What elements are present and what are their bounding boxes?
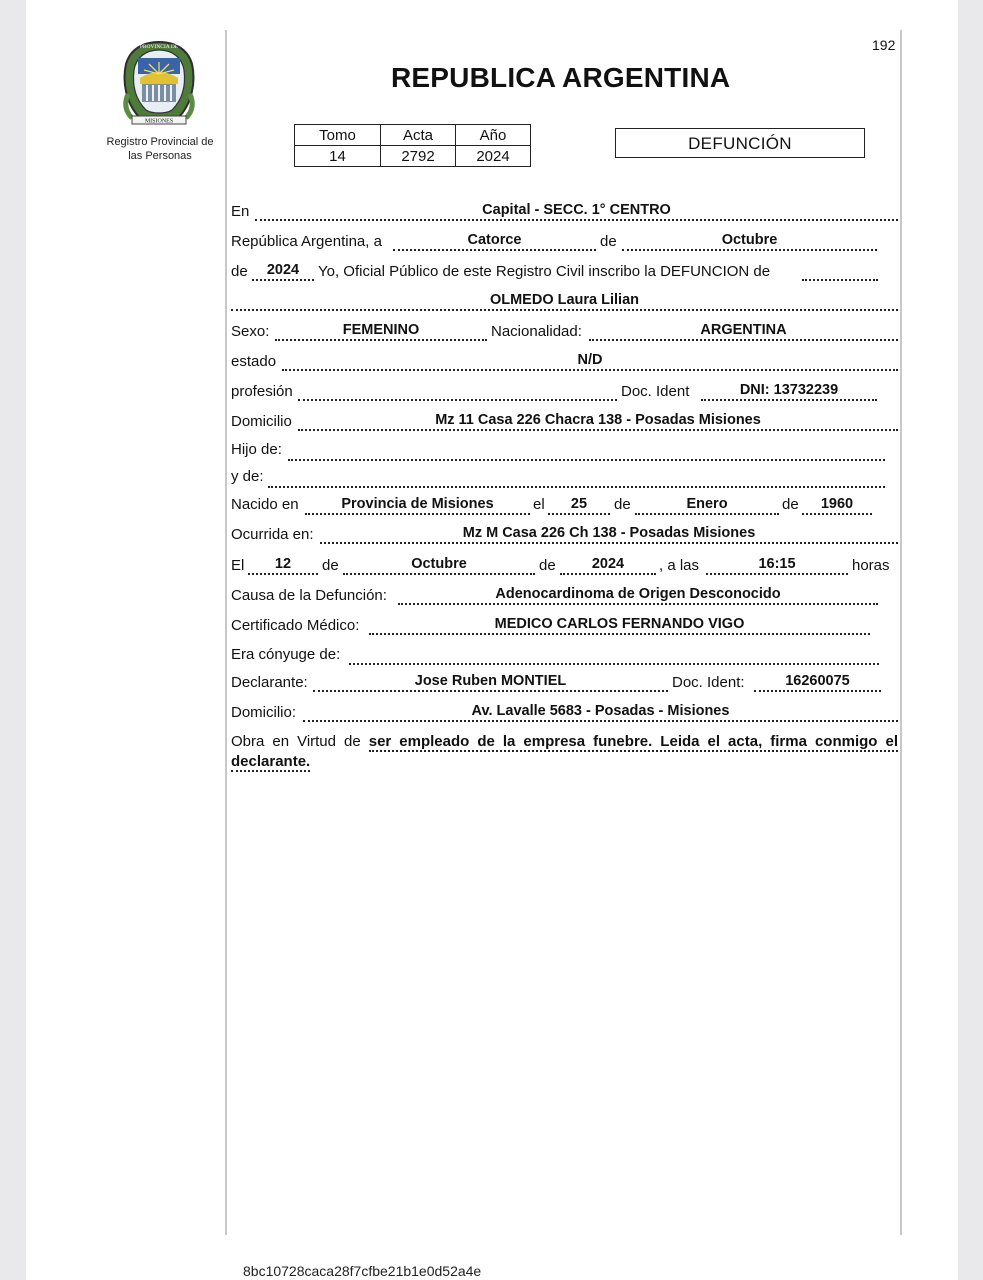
table-header-anio: Año xyxy=(456,125,531,146)
table-header-acta: Acta xyxy=(381,125,456,146)
field-doc-ident: DNI: 13732239 xyxy=(701,381,877,401)
field-nacido-en: Provincia de Misiones xyxy=(305,495,530,515)
field-nacido-mes: Enero xyxy=(635,495,779,515)
label-el: el xyxy=(533,496,545,513)
field-certificado: MEDICO CARLOS FERNANDO VIGO xyxy=(369,615,870,635)
label-doc-ident: Doc. Ident xyxy=(621,383,690,400)
province-seal-logo xyxy=(118,38,200,126)
label-horas: horas xyxy=(852,557,890,574)
field-fallec-anio: 2024 xyxy=(560,555,656,575)
registry-caption: Registro Provincial de las Personas xyxy=(106,136,214,162)
label-el-cap: El xyxy=(231,557,245,574)
label-certificado: Certificado Médico: xyxy=(231,617,360,634)
field-estado: N/D xyxy=(282,351,898,371)
label-de-6: de xyxy=(539,557,556,574)
label-profesion: profesión xyxy=(231,383,293,400)
field-declarante-domicilio: Av. Lavalle 5683 - Posadas - Misiones xyxy=(303,702,898,722)
label-declarante-domicilio: Domicilio: xyxy=(231,704,297,721)
label-de-1: de xyxy=(600,233,617,250)
field-nacido-anio: 1960 xyxy=(802,495,872,515)
label-de-5: de xyxy=(322,557,339,574)
label-nacionalidad: Nacionalidad: xyxy=(491,323,582,340)
field-conyuge xyxy=(349,645,879,665)
field-lugar: Capital - SECC. 1° CENTRO xyxy=(255,201,898,221)
field-mes: Octubre xyxy=(622,231,877,251)
label-domicilio: Domicilio xyxy=(231,413,292,430)
field-declarante: Jose Ruben MONTIEL xyxy=(313,672,668,692)
field-fallec-mes: Octubre xyxy=(343,555,535,575)
field-nombre: OLMEDO Laura Lilian xyxy=(231,291,898,311)
label-ocurrida-en: Ocurrida en: xyxy=(231,526,314,543)
seal-top-text: PROVINCIA DE xyxy=(139,44,179,50)
label-de-3: de xyxy=(614,496,631,513)
field-intro-blank xyxy=(802,261,878,281)
page-number: 192 xyxy=(872,37,896,53)
field-domicilio: Mz 11 Casa 226 Chacra 138 - Posadas Misiones xyxy=(298,411,898,431)
field-y-de xyxy=(268,468,885,488)
right-margin-rule xyxy=(900,30,902,1235)
record-table xyxy=(294,124,531,167)
label-republica: República Argentina, a xyxy=(231,233,382,250)
field-nacionalidad: ARGENTINA xyxy=(589,321,898,341)
field-causa: Adenocardinoma de Origen Desconocido xyxy=(398,585,878,605)
label-de-2: de xyxy=(231,263,248,280)
table-value-tomo: 14 xyxy=(295,146,381,167)
document-hash: 8bc10728caca28f7cfbe21b1e0d52a4e xyxy=(243,1263,482,1279)
field-fallec-hora: 16:15 xyxy=(706,555,848,575)
field-hijo-de xyxy=(288,441,885,461)
label-intro: Yo, Oficial Público de este Registro Civil inscribo la DEFUNCION de xyxy=(318,263,771,280)
seal-bottom-text: MISIONES xyxy=(144,118,174,125)
label-obra: Obra en Virtud de xyxy=(231,733,361,750)
label-nacido-en: Nacido en xyxy=(231,496,299,513)
label-a-las: , a las xyxy=(659,557,700,574)
field-anio: 2024 xyxy=(252,261,314,281)
obra-paragraph xyxy=(231,732,898,772)
label-y-de: y de: xyxy=(231,468,264,485)
page-title: REPUBLICA ARGENTINA xyxy=(391,62,731,93)
field-declarante-doc: 16260075 xyxy=(754,672,881,692)
field-dia-letras: Catorce xyxy=(393,231,596,251)
field-fallec-dia: 12 xyxy=(248,555,318,575)
label-sexo: Sexo: xyxy=(231,323,270,340)
field-nacido-dia: 25 xyxy=(548,495,610,515)
certificate-page xyxy=(26,0,958,1280)
table-value-anio: 2024 xyxy=(456,146,531,167)
label-declarante: Declarante: xyxy=(231,674,308,691)
label-conyuge: Era cónyuge de: xyxy=(231,646,341,663)
label-de-4: de xyxy=(782,496,799,513)
label-en: En xyxy=(231,203,250,220)
label-declarante-doc: Doc. Ident: xyxy=(672,674,745,691)
left-margin-rule xyxy=(225,30,227,1235)
label-causa: Causa de la Defunción: xyxy=(231,587,387,604)
record-type-box: DEFUNCIÓN xyxy=(615,128,865,158)
field-ocurrida-en: Mz M Casa 226 Ch 138 - Posadas Misiones xyxy=(320,524,898,544)
field-obra-text: ser empleado de la empresa funebre. Leida el acta, firma conmigo el declarante. xyxy=(231,733,898,770)
label-hijo-de: Hijo de: xyxy=(231,441,282,458)
table-value-acta: 2792 xyxy=(381,146,456,167)
label-estado: estado xyxy=(231,353,277,370)
table-header-tomo: Tomo xyxy=(295,125,381,146)
field-sexo: FEMENINO xyxy=(275,321,487,341)
field-profesion xyxy=(298,381,617,401)
